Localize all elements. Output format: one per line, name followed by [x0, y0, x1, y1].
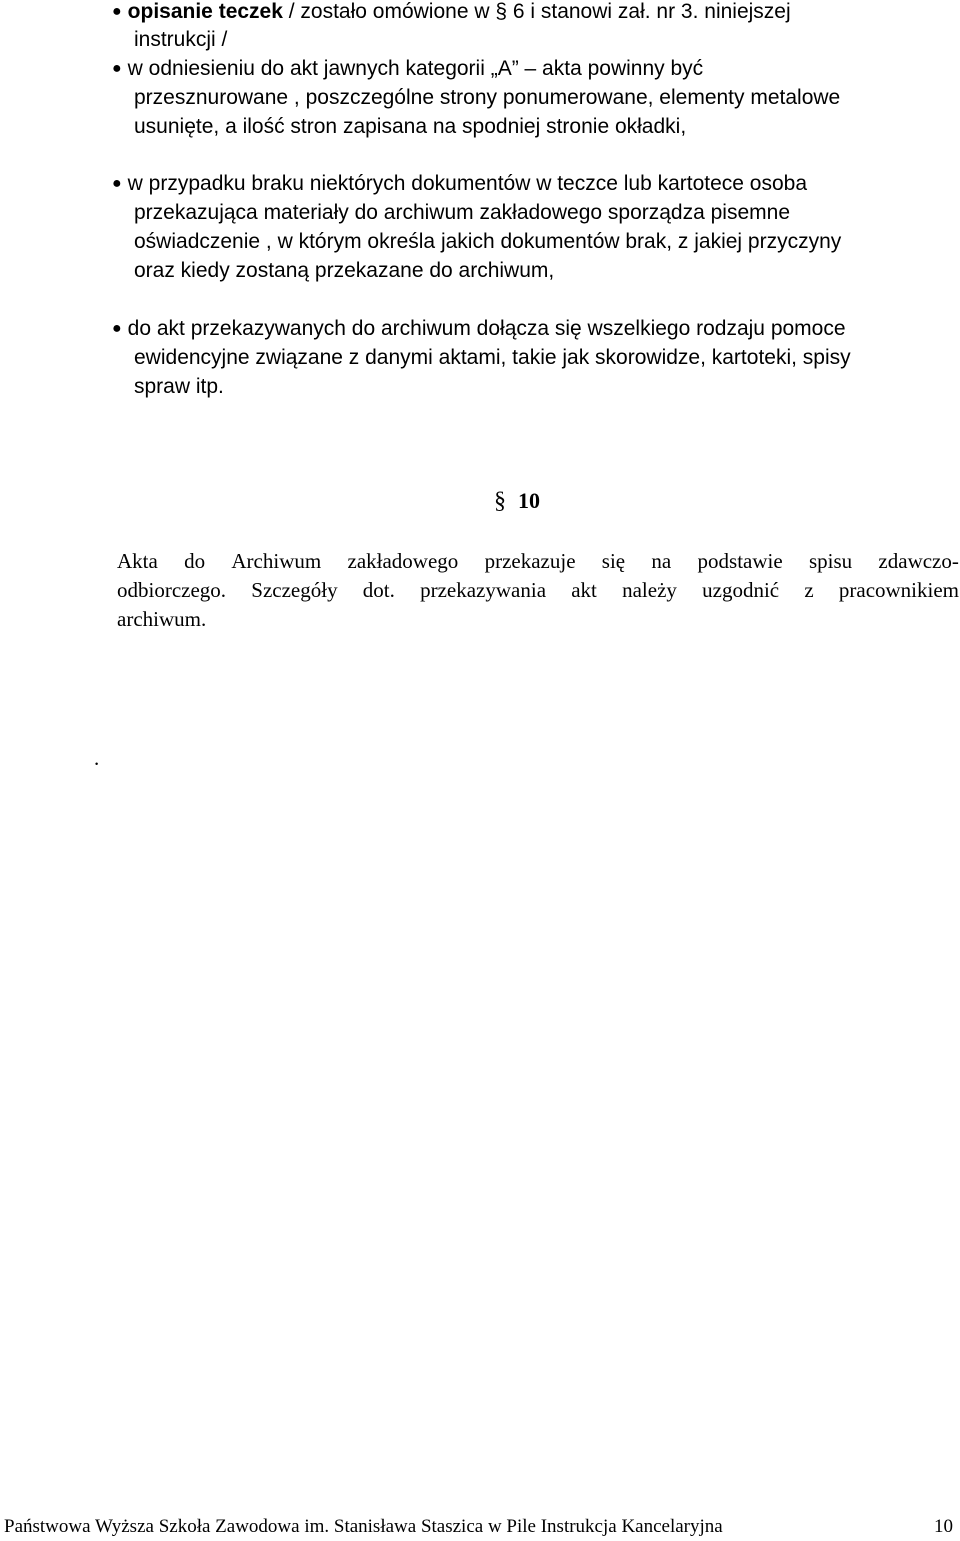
bullet-icon: ● — [112, 175, 122, 192]
section-heading — [494, 488, 540, 515]
bullet-item-2-line-1 — [112, 55, 703, 83]
footer-institution: Państwowa Wyższa Szkoła Zawodowa im. Stanisława Staszica w Pile Instrukcja Kancelaryjna — [4, 1516, 723, 1537]
paragraph-line-2-word: należy — [622, 578, 677, 602]
bullet-item-2-text: w odniesieniu do akt jawnych kategorii „A” – akta powinny być — [127, 57, 704, 80]
paragraph-line-2-word: odbiorczego. — [117, 578, 227, 602]
bullet-icon: ● — [112, 3, 122, 20]
bullet-item-4-line-3: spraw itp. — [134, 375, 224, 398]
section-number: 10 — [518, 488, 540, 513]
paragraph-line-1-word: Archiwum — [231, 549, 322, 573]
paragraph-line-2-word: akt — [571, 578, 597, 602]
paragraph-line-1-word: się — [601, 549, 626, 573]
paragraph-line-3: archiwum. — [117, 607, 207, 631]
section-symbol: § — [494, 488, 506, 514]
paragraph-line-2 — [117, 576, 959, 605]
paragraph-line-2-word: pracownikiem — [838, 578, 959, 602]
paragraph-line-1-word: zakładowego — [347, 549, 459, 573]
bullet-item-2-line-2: przesznurowane , poszczególne strony ponumerowane, elementy metalowe — [134, 86, 841, 109]
paragraph-line-1-word: na — [651, 549, 672, 573]
paragraph-line-2-word: dot. — [362, 578, 395, 602]
bullet-item-4-text: do akt przekazywanych do archiwum dołącza się wszelkiego rodzaju pomoce — [127, 317, 846, 340]
paragraph-line-2-word: z — [804, 578, 814, 602]
bullet-item-1-line-1 — [112, 0, 791, 26]
bullet-item-3-text: w przypadku braku niektórych dokumentów w teczce lub kartotece osoba — [127, 172, 808, 195]
bullet-icon: ● — [112, 60, 122, 77]
paragraph-line-1-word: do — [184, 549, 206, 573]
paragraph-line-2-word: Szczegóły — [251, 578, 338, 602]
bullet-item-3-line-4: oraz kiedy zostaną przekazane do archiwum, — [134, 259, 555, 282]
paragraph-line-2-word: przekazywania — [420, 578, 547, 602]
bullet-item-4-line-2: ewidencyjne związane z danymi aktami, takie jak skorowidze, kartoteki, spisy — [134, 346, 851, 369]
footer-page-number: 10 — [934, 1516, 953, 1537]
paragraph-line-1-word: przekazuje — [484, 549, 576, 573]
bullet-icon: ● — [112, 320, 122, 337]
paragraph-line-1 — [117, 547, 959, 576]
paragraph-line-1-word: Akta — [117, 549, 158, 573]
paragraph-line-2-word: uzgodnić — [702, 578, 780, 602]
bullet-item-2-line-3: usunięte, a ilość stron zapisana na spodniej stronie okładki, — [134, 115, 687, 138]
stray-period: . — [94, 746, 100, 770]
bullet-item-1-line-2: instrukcji / — [134, 28, 228, 51]
bullet-item-3-line-3: oświadczenie , w którym określa jakich dokumentów brak, z jakiej przyczyny — [134, 230, 842, 253]
bullet-item-1-text: / zostało omówione w § 6 i stanowi zał. nr 3. niniejszej — [282, 0, 791, 23]
paragraph-line-1-word: zdawczo- — [878, 549, 959, 573]
paragraph-line-1-word: spisu — [808, 549, 853, 573]
bullet-item-1-bold-lead: opisanie teczek — [127, 0, 283, 23]
paragraph-line-1-word: podstawie — [697, 549, 783, 573]
bullet-item-4-line-1 — [112, 315, 846, 343]
bullet-item-3-line-2: przekazująca materiały do archiwum zakładowego sporządza pisemne — [134, 201, 790, 224]
bullet-item-3-line-1 — [112, 170, 807, 198]
